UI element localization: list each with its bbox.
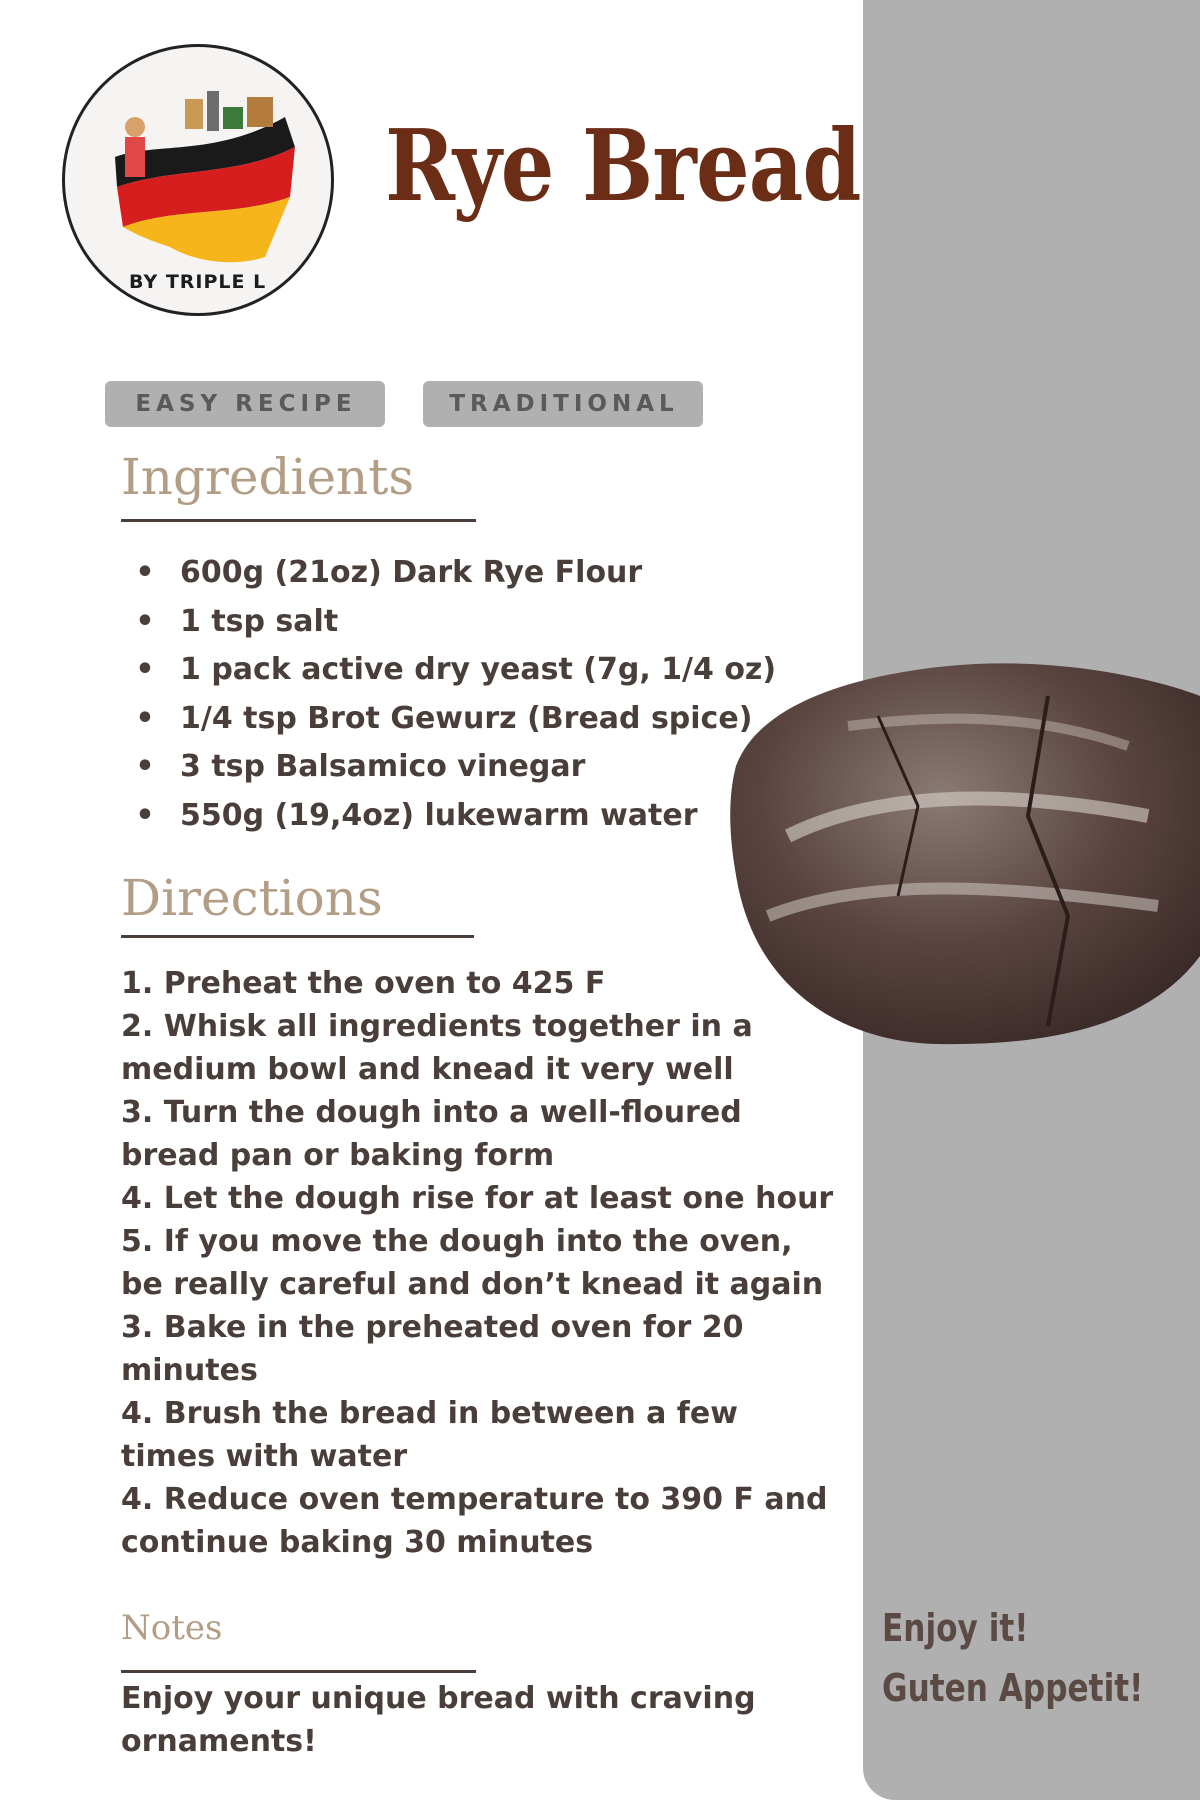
sign-off-line: Enjoy it! [882, 1606, 1029, 1650]
bullet-icon: • [135, 797, 155, 833]
sign-off [882, 1598, 1143, 1718]
direction-line: 2. Whisk all ingredients together in a [121, 1009, 753, 1044]
list-item: • 600g (21oz) Dark Rye Flour [135, 549, 776, 598]
direction-line: medium bowl and knead it very well [121, 1052, 734, 1087]
ingredients-heading: Ingredients [121, 448, 414, 506]
direction-line: minutes [121, 1353, 258, 1388]
logo [62, 44, 334, 316]
direction-line: 3. Turn the dough into a well-floured [121, 1095, 742, 1130]
list-item: • 3 tsp Balsamico vinegar [135, 743, 776, 792]
list-item: • 1/4 tsp Brot Gewurz (Bread spice) [135, 695, 776, 744]
directions-heading: Directions [121, 869, 383, 927]
direction-line: 5. If you move the dough into the oven, [121, 1224, 793, 1259]
bullet-icon: • [135, 555, 155, 590]
tag-traditional: TRADITIONAL [423, 381, 703, 427]
direction-line: 1. Preheat the oven to 425 F [121, 966, 606, 1001]
notes-heading: Notes [121, 1608, 223, 1648]
directions-text [121, 962, 841, 1564]
notes-divider [121, 1670, 476, 1673]
bullet-icon: • [135, 652, 155, 687]
direction-line: continue baking 30 minutes [121, 1525, 594, 1560]
direction-line: 3. Bake in the preheated oven for 20 [121, 1310, 744, 1345]
bullet-icon: • [135, 603, 155, 639]
list-item: • 1 tsp salt [135, 598, 776, 647]
rye-bread-image [728, 656, 1200, 1048]
logo-text: BY TRIPLE L [129, 271, 267, 293]
heart-icon [65, 47, 93, 71]
direction-line: 4. Reduce oven temperature to 390 F and [121, 1482, 828, 1517]
direction-line: times with water [121, 1439, 408, 1474]
direction-line: 4. Brush the bread in between a few [121, 1396, 738, 1431]
bullet-icon: • [135, 700, 155, 736]
bullet-icon: • [135, 749, 155, 784]
sign-off-line: Guten Appetit! [882, 1666, 1144, 1710]
direction-line: 4. Let the dough rise for at least one hour [121, 1181, 834, 1216]
ingredients-list [135, 549, 776, 840]
directions-divider [121, 935, 474, 938]
tag-easy-recipe: EASY RECIPE [105, 381, 385, 427]
recipe-title: Rye Bread [385, 109, 861, 224]
notes-text [121, 1677, 841, 1763]
direction-line: be really careful and don’t knead it again [121, 1267, 824, 1302]
ingredients-divider [121, 519, 476, 522]
direction-line: bread pan or baking form [121, 1138, 555, 1173]
notes-line: Enjoy your unique bread with craving [121, 1681, 756, 1716]
list-item: • 550g (19,4oz) lukewarm water [135, 792, 776, 841]
notes-line: ornaments! [121, 1724, 317, 1759]
list-item: • 1 pack active dry yeast (7g, 1/4 oz) [135, 646, 776, 695]
